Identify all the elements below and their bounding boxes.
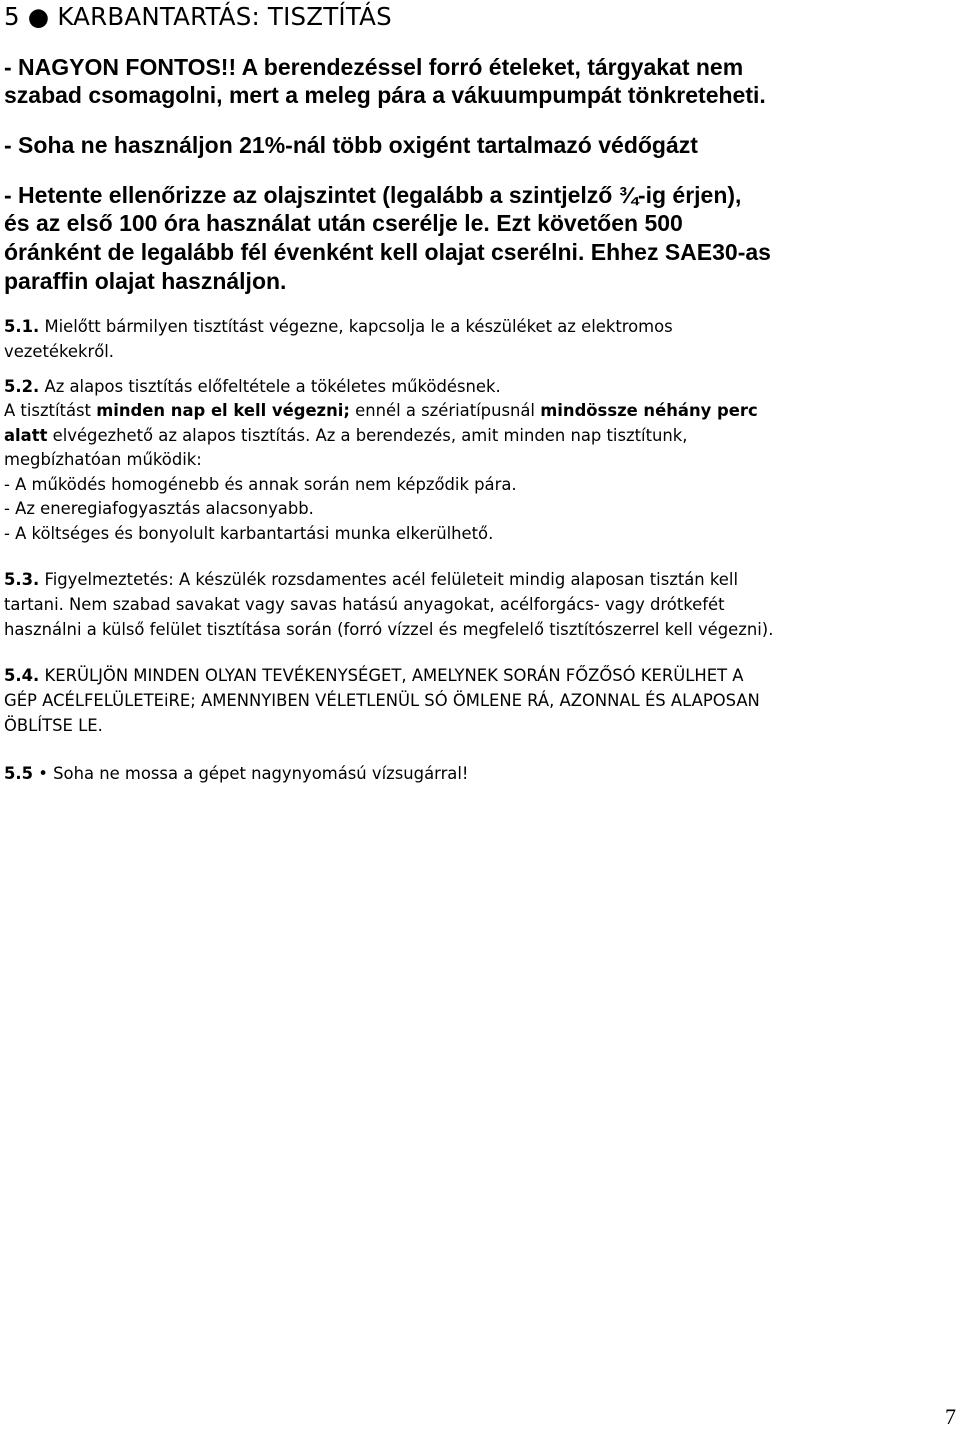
paragraph-line: A tisztítást minden nap el kell végezni; ennél a szériatípusnál mindössze néhány perc xyxy=(4,401,758,420)
paragraph-line: alatt elvégezhető az alapos tisztítás. Az a berendezés, amit minden nap tisztítunk, xyxy=(4,426,688,445)
paragraph-5-4: 5.4. KERÜLJÖN MINDEN OLYAN TEVÉKENYSÉGET, AMELYNEK SORÁN FŐZŐSÓ KERÜLHET A xyxy=(4,666,744,685)
paragraph-line: GÉP ACÉLFELÜLETEiRE; AMENNYIBEN VÉLETLENÜL SÓ ÖMLENE RÁ, AZONNAL ÉS ALAPOSAN xyxy=(4,691,760,710)
warning-line: óránként de legalább fél évenként kell olajat cserélni. Ehhez SAE30-as xyxy=(4,239,771,265)
list-item: - Az eneregiafogyasztás alacsonyabb. xyxy=(4,499,314,518)
paragraph-5-3: 5.3. Figyelmeztetés: A készülék rozsdamentes acél felületeit mindig alaposan tisztán kell xyxy=(4,570,739,589)
warning-line: szabad csomagolni, mert a meleg pára a vákuumpumpát tönkreteheti. xyxy=(4,82,766,108)
paragraph-5-1: 5.1. Mielőtt bármilyen tisztítást végezne, kapcsolja le a készüléket az elektromos xyxy=(4,317,673,336)
paragraph-line: vezetékekről. xyxy=(4,342,114,361)
warning-line: - Hetente ellenőrizze az olajszintet (legalább a szintjelző ¾-ig érjen), xyxy=(4,182,742,208)
list-item: - A költséges és bonyolult karbantartási munka elkerülhető. xyxy=(4,524,494,543)
section-number: 5.3. xyxy=(4,570,40,589)
paragraph-line: megbízhatóan működik: xyxy=(4,450,202,469)
paragraph-line: ÖBLÍTSE LE. xyxy=(4,716,103,735)
warning-line: és az első 100 óra használat után cserélje le. Ezt követően 500 xyxy=(4,210,683,236)
section-number: 5.4. xyxy=(4,666,40,685)
section-heading: 5 ● KARBANTARTÁS: TISZTÍTÁS xyxy=(4,2,392,31)
warning-line: - NAGYON FONTOS!! A berendezéssel forró ételeket, tárgyakat nem xyxy=(4,54,744,80)
paragraph-5-5: 5.5 • Soha ne mossa a gépet nagynyomású vízsugárral! xyxy=(4,764,469,783)
warning-line: paraffin olajat használjon. xyxy=(4,268,287,294)
section-number: 5.1. xyxy=(4,317,40,336)
paragraph-line: tartani. Nem szabad savakat vagy savas hatású anyagokat, acélforgács- vagy drótkefét xyxy=(4,595,725,614)
paragraph-5-2: 5.2. Az alapos tisztítás előfeltétele a tökéletes működésnek. xyxy=(4,377,501,396)
section-number: 5.2. xyxy=(4,377,40,396)
page-number: 7 xyxy=(945,1404,956,1429)
warning-line: - Soha ne használjon 21%-nál több oxigént tartalmazó védőgázt xyxy=(4,132,698,158)
list-item: - A működés homogénebb és annak során nem képződik pára. xyxy=(4,475,517,494)
paragraph-line: használni a külső felület tisztítása során (forró vízzel és megfelelő tisztítószerrel kell végezni). xyxy=(4,620,774,639)
section-number: 5.5 xyxy=(4,764,34,783)
